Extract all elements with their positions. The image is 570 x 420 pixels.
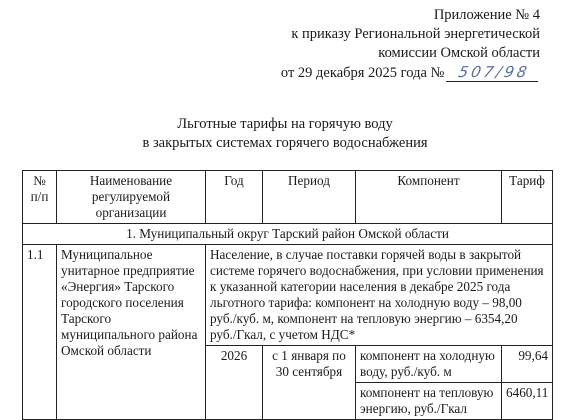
table-row [23, 245, 553, 346]
tariff-table [22, 170, 553, 420]
component-tariff: 6460,11 [502, 383, 553, 420]
header-year: Год [206, 171, 263, 224]
row-year: 2026 [206, 346, 263, 420]
header-tariff: Тариф [502, 171, 553, 224]
order-date: от 29 декабря 2025 года № [280, 65, 445, 81]
row-period: с 1 января по 30 сентября [263, 346, 356, 420]
order-number-handwritten: 507/98 [446, 63, 542, 82]
appendix-number: Приложение № 4 [433, 7, 540, 23]
component-name: компонент на тепловую энергию, руб./Гкал [356, 383, 502, 420]
header-org: Наименование регулируемой организации [57, 171, 206, 224]
section-title: 1. Муниципальный округ Тарский район Омской области [23, 224, 553, 245]
header-num: № п/п [23, 171, 57, 224]
component-tariff: 99,64 [502, 346, 553, 383]
order-reference: к приказу Региональной энергетической [291, 26, 540, 42]
row-description: Население, в случае поставки горячей воды в закрытой системе горячего водоснабжения, при условии применения к указанной категории населения в декабре 2025 года льготного тарифа: компонент на холодную воду – 98,00 руб./куб. м, компонент на тепловую энергию – 6354,20 руб./Гкал, с учетом НДС* [206, 245, 553, 346]
commission-name: комиссии Омской области [378, 45, 540, 61]
appendix-header [291, 6, 540, 63]
row-num: 1.1 [23, 245, 57, 420]
title-line-2: в закрытых системах горячего водоснабжения [142, 135, 428, 151]
row-org: Муниципальное унитарное предприятие «Энергия» Тарского городского поселения Тарского муниципального района Омской области [57, 245, 206, 420]
title-line-1: Льготные тарифы на горячую воду [177, 116, 393, 132]
header-component: Компонент [356, 171, 502, 224]
table-header-row [23, 171, 553, 224]
order-date-line [281, 63, 540, 82]
header-period: Период [263, 171, 356, 224]
section-row [23, 224, 553, 245]
document-title [0, 115, 570, 153]
component-name: компонент на холодную воду, руб./куб. м [356, 346, 502, 383]
